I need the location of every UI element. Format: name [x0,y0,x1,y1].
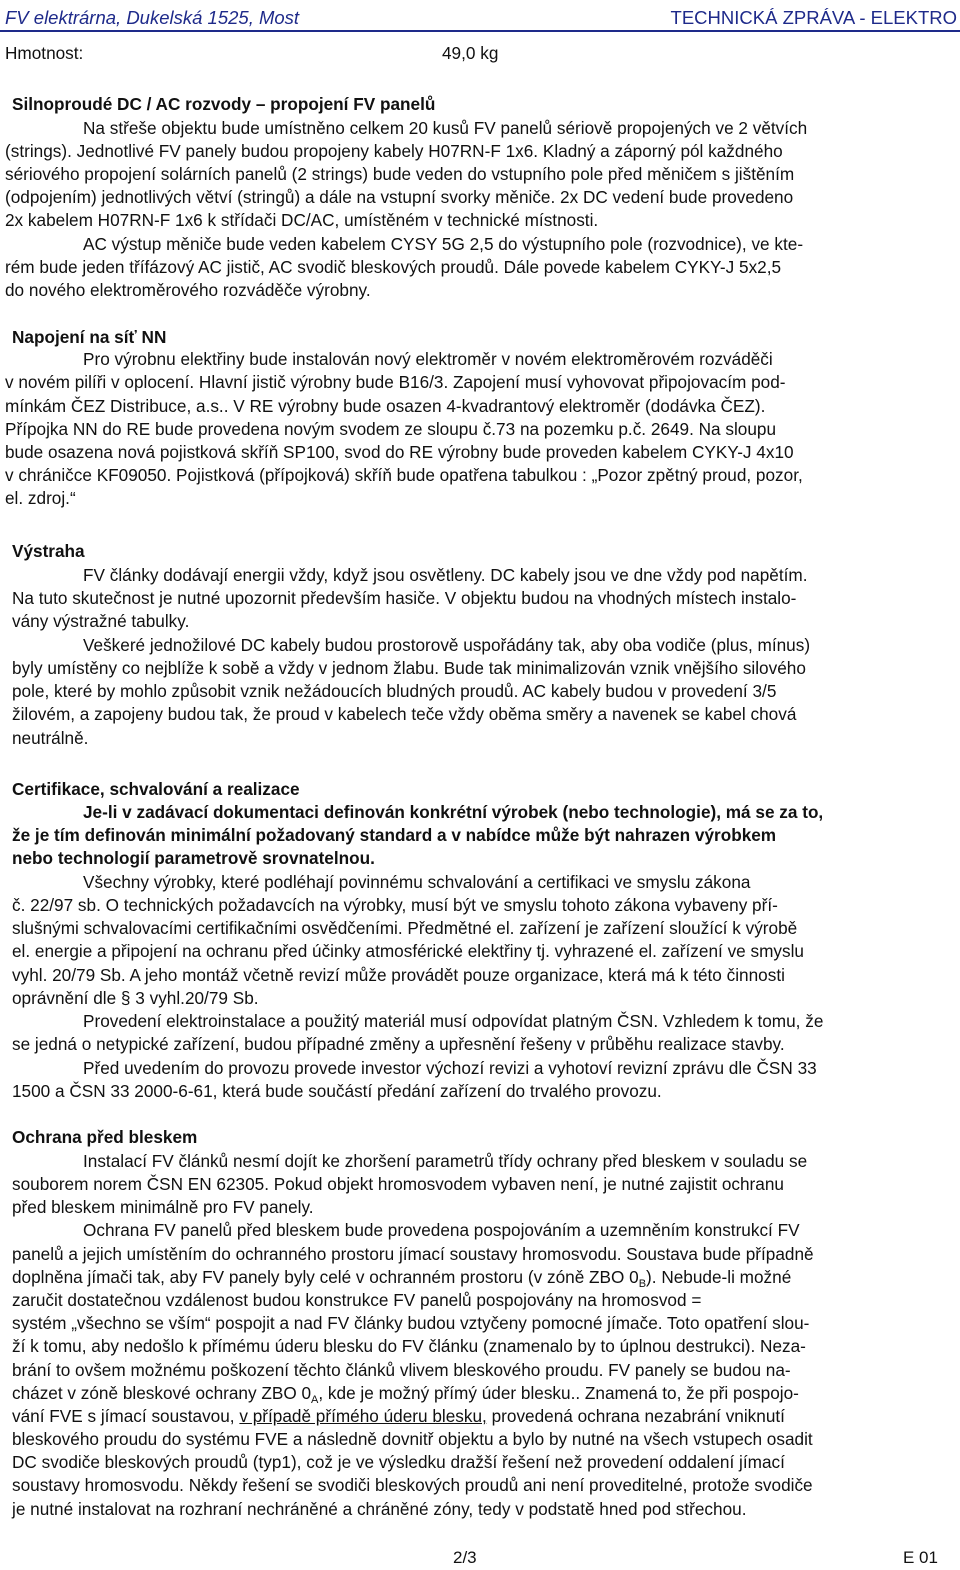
lightning-line [12,1267,791,1290]
warning-line: vány výstražné tabulky. [12,611,190,631]
lightning-text: cházet v zóně bleskové ochrany ZBO 0 [12,1383,312,1403]
dc-ac-line: Na střeše objektu bude umístněno celkem 20 kusů FV panelů sériově propojených ve 2 větvích [83,118,808,138]
warning-line: Na tuto skutečnost je nutné upozornit především hasiče. V objektu budou na vhodných místech instalo- [12,588,797,608]
warning-line: pole, které by mohlo způsobit vznik nežádoucích bludných proudů. AC kabely budou v provedení 3/5 [12,681,777,701]
lightning-text: ). Nebude-li možné [646,1267,792,1287]
document-code: E 01 [903,1548,938,1567]
lightning-line: soustavy hromosvodu. Někdy řešení se svodiči bleskových proudů ani není proveditelné, protože svodiče [12,1475,813,1495]
lightning-line [12,1383,799,1406]
dc-ac-line: sériového propojení solárních panelů (2 strings) bude veden do vstupního pole před měničem s jištěním [5,164,795,184]
section-heading-warning: Výstraha [12,541,85,561]
lightning-line: Ochrana FV panelů před bleskem bude provedena pospojováním a uzemněním konstrukcí FV [83,1220,800,1240]
cert-bold-line: Je-li v zadávací dokumentaci definován konkrétní výrobek (nebo technologie), má se za to, [83,802,824,822]
weight-value: 49,0 kg [442,43,499,63]
warning-line: FV články dodávají energii vždy, když jsou osvětleny. DC kabely jsou ve dne vždy pod napětím. [83,565,808,585]
lightning-line: DC svodiče bleskových proudů (typ1), což je ve výsledku dražší řešení než provedení oddalení jímací [12,1452,785,1472]
dc-ac-line: do nového elektroměrového rozváděče výrobny. [5,280,371,300]
nn-line: v novém pilíři v oplocení. Hlavní jistič výrobny bude B16/3. Zapojení musí vyhovovat připojovacím pod- [5,372,786,392]
page-header [0,2,960,30]
lightning-line [12,1406,785,1426]
lightning-line: ží k tomu, aby nedošlo k přímému úderu blesku do FV článku (znamenalo by to úplnou destrukci). Neza- [12,1336,806,1356]
warning-line: Veškeré jednožilové DC kabely budou prostorově uspořádány tak, aby oba vodiče (plus, mínus) [83,635,811,655]
cert-line: vyhl. 20/79 Sb. A jeho montáž včetně revizí může provádět pouze organizace, která má k této činnosti [12,965,785,985]
nn-line: Přípojka NN do RE bude provedena novým svodem ze sloupu č.73 na pozemku p.č. 2649. Na sloupu [5,419,777,439]
section-heading-lightning: Ochrana před bleskem [12,1127,198,1147]
dc-ac-line: (odpojením) jednotlivých větví (stringů) a dále na vstupní svorky měniče. 2x DC vedení bude provedeno [5,187,794,207]
cert-line: oprávnění dle § 3 vyhl.20/79 Sb. [12,988,259,1008]
page-number: 2/3 [453,1548,477,1567]
dc-ac-line: AC výstup měniče bude veden kabelem CYSY 5G 2,5 do výstupního pole (rozvodnice), ve kte- [83,234,804,254]
lightning-line: souborem norem ČSN EN 62305. Pokud objekt hromosvodem vybaven není, je nutné zajistit ochranu [12,1174,784,1194]
lightning-line: je nutné instalovat na rozhraní nechráněné a chráněné zóny, tedy v podstatě hned pod střechou. [12,1499,747,1519]
nn-line: bude osazena nová pojistková skříň SP100, svod do RE výrobny bude proveden kabelem CYKY-J 4x10 [5,442,794,462]
dc-ac-line: rém bude jeden třífázový AC jistič, AC svodič bleskových proudů. Dále povede kabelem CYKY-J 5x2,5 [5,257,782,277]
nn-line: mínkám ČEZ Distribuce, a.s.. V RE výrobny bude osazen 4-kvadrantový elektroměr (dodávka ČEZ). [5,396,766,416]
lightning-line: Instalací FV článků nesmí dojít ke zhoršení parametrů třídy ochrany před bleskem v souladu se [83,1151,808,1171]
underlined-phrase: v případě přímého úderu blesku, [239,1406,487,1426]
section-heading-nn: Napojení na síť NN [12,327,167,347]
warning-line: byly umístěny co nejblíže k sobě a vždy v jednom žlabu. Bude tak minimalizován vznik vnějšího silového [12,658,806,678]
section-heading-dc-ac: Silnoproudé DC / AC rozvody – propojení FV panelů [12,94,436,114]
header-project: FV elektrárna, Dukelská 1525, Most [5,7,300,28]
dc-ac-line: 2x kabelem H07RN-F 1x6 k střídači DC/AC, umístěném v technické místnosti. [5,210,599,230]
lightning-line: před bleskem minimálně pro FV panely. [12,1197,314,1217]
cert-bold-line: že je tím definován minimální požadovaný standard a v nabídce může být nahrazen výrobkem [12,825,777,845]
cert-line: Všechny výrobky, které podléhají povinnému schvalování a certifikaci ve smyslu zákona [83,872,751,892]
lightning-line: systém „všechno se vším“ pospojit a nad FV články budou vztyčeny pomocné jímače. Toto opatření slou- [12,1313,810,1333]
header-rule [0,30,960,32]
lightning-text: vání FVE s jímací soustavou, [12,1406,240,1426]
cert-line: 1500 a ČSN 33 2000-6-61, která bude součástí předání zařízení do trvalého provozu. [12,1081,662,1101]
nn-line: v chráničce KF09050. Pojistková (přípojková) skříň bude opatřena tabulkou : „Pozor zpětný proud, pozor, [5,465,803,485]
cert-bold-line: nebo technologií parametrově srovnatelnou. [12,848,375,868]
cert-line: Před uvedením do provozu provede investor výchozí revizi a vyhotoví revizní zprávu dle ČSN 33 [83,1058,817,1078]
warning-line: žilovém, a zapojeny budou tak, že proud v kabelech teče vždy oběma směry a navenek se kabel chová [12,704,797,724]
header-doc-type: TECHNICKÁ ZPRÁVA - ELEKTRO [670,7,957,28]
section-heading-certification: Certifikace, schvalování a realizace [12,779,300,799]
cert-line: slušnými schvalovacími certifikačními osvědčeními. Předmětné el. zařízení je zařízení sloužící k výrobě [12,918,798,938]
lightning-line: brání to ovšem možnému poškození těchto článků vlivem bleskového proudu. FV panely se budou na- [12,1360,791,1380]
lightning-text: provedená ochrana nezabrání vniknutí [486,1406,785,1426]
nn-line: Pro výrobnu elektřiny bude instalován nový elektroměr v novém elektroměrovém rozváděči [83,349,773,369]
lightning-text: , kde je možný přímý úder blesku.. Znamená to, že při pospojo- [318,1383,799,1403]
lightning-line: panelů a jejich umístěním do ochranného prostoru jímací soustavy hromosvodu. Soustava bude případně [12,1244,814,1264]
lightning-text: doplněna jímači tak, aby FV panely byly celé v ochranném prostoru (v zóně ZBO 0 [12,1267,639,1287]
lightning-line: bleskového proudu do systému FVE a následně dovnitř objektu a bylo by nutné na všech vstupech osadit [12,1429,813,1449]
nn-line: el. zdroj.“ [5,488,76,508]
zone-subscript: A [311,1394,319,1406]
cert-line: č. 22/97 sb. O technických požadavcích na výrobky, musí být ve smyslu tohoto zákona vybaveny pří- [12,895,778,915]
lightning-line: zaručit dostatečnou vzdálenost budou konstrukce FV panelů pospojovány na hromosvod = [12,1290,702,1310]
dc-ac-line: (strings). Jednotlivé FV panely budou propojeny kabely H07RN-F 1x6. Kladný a záporný pól každného [5,141,783,161]
warning-line: neutrálně. [12,728,89,748]
cert-line: se jedná o netypické zařízení, budou případné změny a upřesnění řešeny v průběhu realizace stavby. [12,1034,785,1054]
cert-line: Provedení elektroinstalace a použitý materiál musí odpovídat platným ČSN. Vzhledem k tomu, že [83,1011,824,1031]
cert-line: el. energie a připojení na ochranu před účinky atmosférické elektřiny tj. vyhrazené el. zařízení ve smyslu [12,941,804,961]
zone-subscript: B [638,1278,647,1290]
weight-label: Hmotnost: [5,43,84,63]
